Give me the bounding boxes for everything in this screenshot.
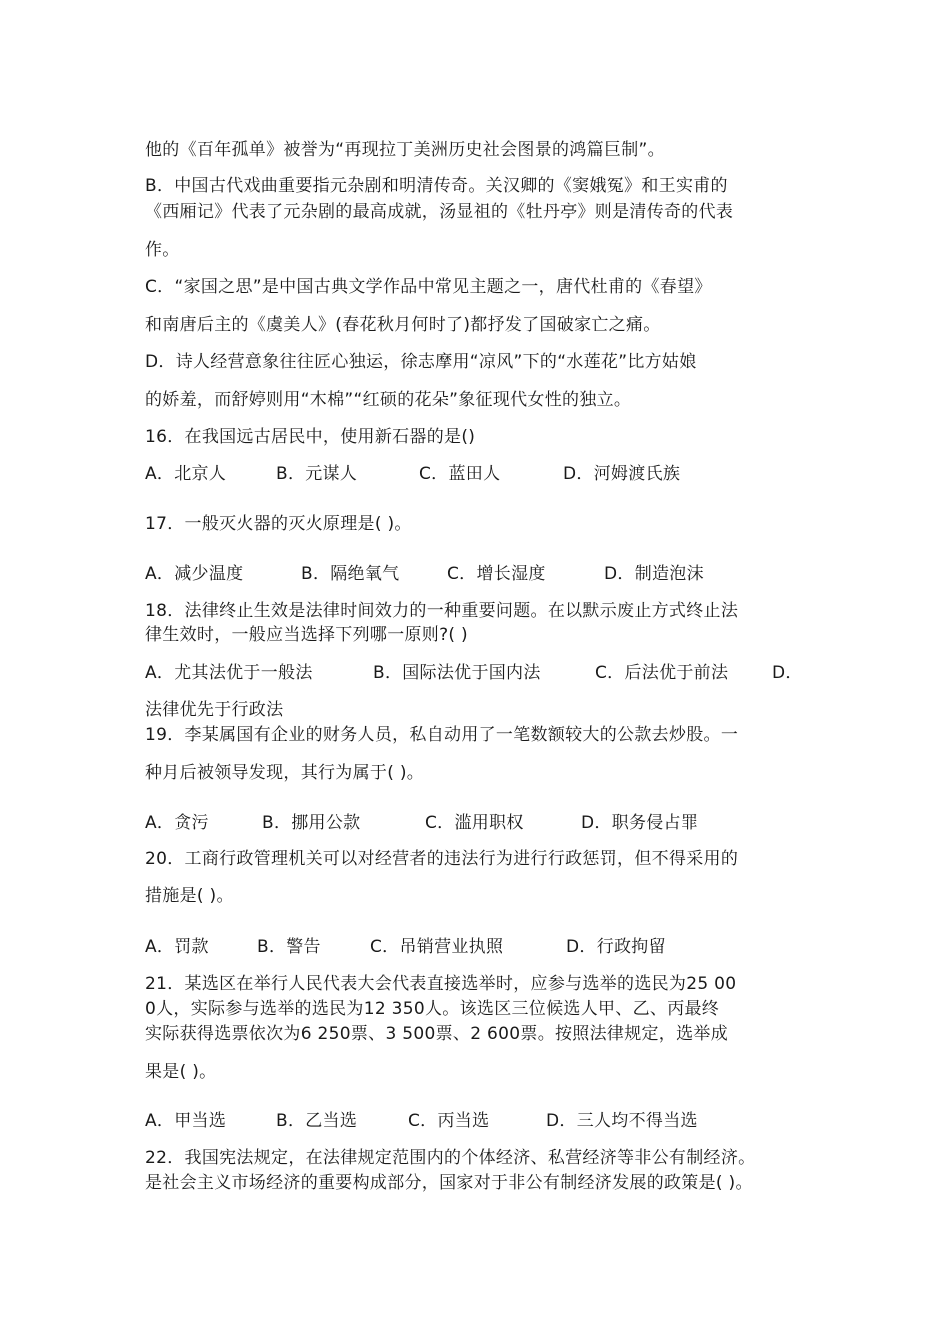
question-20-stem: 20．工商行政管理机关可以对经营者的违法行为进行行政惩罚，但不得采用的 <box>145 849 739 869</box>
option-c-line: C．“家国之思”是中国古典文学作品中常见主题之一，唐代杜甫的《春望》 <box>145 277 712 297</box>
option-b-line: 《西厢记》代表了元杂剧的最高成就，汤显祖的《牡丹亭》则是清传奇的代表 <box>145 202 734 222</box>
question-18-stem: 律生效时，一般应当选择下列哪一原则?( ) <box>145 625 468 645</box>
question-17-stem: 17．一般灭火器的灭火原理是( )。 <box>145 514 412 534</box>
question-18-option-c: C．后法优于前法 <box>595 663 729 683</box>
question-16-option-a: A．北京人 <box>145 464 227 484</box>
question-21-stem: 0人，实际参与选举的选民为12 350人。该选区三位候选人甲、乙、丙最终 <box>145 999 720 1019</box>
question-22-stem: 22．我国宪法规定，在法律规定范围内的个体经济、私营经济等非公有制经济。 <box>145 1148 756 1168</box>
question-19-option-b: B．挪用公款 <box>262 813 361 833</box>
question-20-option-c: C．吊销营业执照 <box>370 937 504 957</box>
option-c-line: 和南唐后主的《虞美人》(春花秋月何时了)都抒发了国破家亡之痛。 <box>145 315 661 335</box>
text-line: 他的《百年孤单》被誉为“再现拉丁美洲历史社会图景的鸿篇巨制”。 <box>145 140 665 160</box>
question-19-stem: 19．李某属国有企业的财务人员，私自动用了一笔数额较大的公款去炒股。一 <box>145 725 739 745</box>
question-18-option-b: B．国际法优于国内法 <box>373 663 541 683</box>
question-21-option-a: A．甲当选 <box>145 1111 227 1131</box>
option-b-line: 作。 <box>145 240 180 260</box>
question-17-option-a: A．减少温度 <box>145 564 244 584</box>
question-19-stem: 种月后被领导发现，其行为属于( )。 <box>145 763 425 783</box>
question-17-option-b: B．隔绝氧气 <box>301 564 400 584</box>
question-21-stem: 果是( )。 <box>145 1062 217 1082</box>
question-21-stem: 21．某选区在举行人民代表大会代表直接选举时，应参与选举的选民为25 00 <box>145 974 737 994</box>
question-20-option-b: B．警告 <box>257 937 321 957</box>
question-21-stem: 实际获得选票依次为6 250票、3 500票、2 600票。按照法律规定，选举成 <box>145 1024 729 1044</box>
question-16-option-c: C．蓝田人 <box>419 464 501 484</box>
question-17-option-c: C．增长湿度 <box>447 564 546 584</box>
option-b-line: B．中国古代戏曲重要指元杂剧和明清传奇。关汉卿的《窦娥冤》和王实甫的 <box>145 176 728 196</box>
question-19-option-c: C．滥用职权 <box>425 813 524 833</box>
question-21-option-d: D．三人均不得当选 <box>546 1111 698 1131</box>
question-21-option-c: C．丙当选 <box>408 1111 490 1131</box>
question-19-option-a: A．贪污 <box>145 813 209 833</box>
question-20-option-d: D．行政拘留 <box>566 937 666 957</box>
question-20-stem: 措施是( )。 <box>145 886 234 906</box>
question-21-option-b: B．乙当选 <box>276 1111 358 1131</box>
question-18-stem: 18．法律终止生效是法律时间效力的一种重要问题。在以默示废止方式终止法 <box>145 601 739 621</box>
question-18-option-d: D． <box>772 663 803 683</box>
option-d-line: D．诗人经营意象往往匠心独运，徐志摩用“凉风”下的“水莲花”比方姑娘 <box>145 352 697 372</box>
question-22-stem: 是社会主义市场经济的重要构成部分，国家对于非公有制经济发展的政策是( )。 <box>145 1173 753 1193</box>
question-20-option-a: A．罚款 <box>145 937 209 957</box>
question-16-option-b: B．元谋人 <box>276 464 358 484</box>
question-17-option-d: D．制造泡沫 <box>604 564 704 584</box>
question-19-option-d: D．职务侵占罪 <box>581 813 699 833</box>
question-16-stem: 16．在我国远古居民中，使用新石器的是() <box>145 427 476 447</box>
question-18-option-a: A．尤其法优于一般法 <box>145 663 313 683</box>
option-d-line: 的娇羞，而舒婷则用“木棉”“红硕的花朵”象征现代女性的独立。 <box>145 390 632 410</box>
question-16-option-d: D．河姆渡氏族 <box>563 464 681 484</box>
question-18-option-d-text: 法律优先于行政法 <box>145 700 284 720</box>
